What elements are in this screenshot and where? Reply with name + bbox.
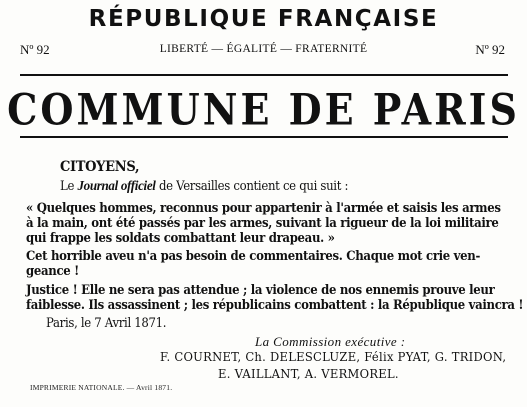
republique-heading: RÉPUBLIQUE FRANÇAISE bbox=[88, 6, 439, 32]
signatories-line-1: F. COURNET, Ch. DELESCLUZE, Félix PYAT, G. TRIDON, bbox=[160, 349, 507, 364]
poster-number-left: Nº 92 bbox=[20, 42, 50, 57]
poster-number-right: Nº 92 bbox=[475, 42, 505, 57]
body-line-1-suffix: de Versailles contient ce qui suit : bbox=[155, 178, 349, 193]
body-line-8: faiblesse. Ils assassinent ; les républicains combattent : la République vaincra ! bbox=[26, 297, 524, 312]
quote-line-2: à la main, ont été passés par les armes, suivant la rigueur de la loi militaire bbox=[26, 215, 499, 230]
commune-title: COMMUNE DE PARIS bbox=[7, 84, 520, 135]
signatories-line-2: E. VAILLANT, A. VERMOREL. bbox=[218, 366, 399, 381]
top-rule bbox=[20, 74, 508, 76]
quote-line-1: « Quelques hommes, reconnus pour appartenir à l'armée et saisis les armes bbox=[26, 200, 501, 215]
body-line-5: Cet horrible aveu n'a pas besoin de commentaires. Chaque mot crie ven- bbox=[26, 248, 481, 263]
dateline: Paris, le 7 Avril 1871. bbox=[46, 315, 167, 330]
body-line-1 bbox=[60, 178, 348, 195]
salutation: CITOYENS, bbox=[60, 159, 140, 175]
bottom-rule bbox=[20, 136, 508, 138]
commission-label: La Commission exécutive : bbox=[255, 334, 406, 349]
printer-credit: IMPRIMERIE NATIONALE. — Avril 1871. bbox=[30, 383, 173, 392]
body-line-6: geance ! bbox=[26, 263, 79, 278]
motto: LIBERTÉ — ÉGALITÉ — FRATERNITÉ bbox=[159, 43, 368, 55]
body-line-1-prefix: Le bbox=[60, 178, 78, 193]
journal-officiel-text: Journal officiel bbox=[77, 179, 156, 194]
quote-line-3: qui frappe les soldats combattant leur drapeau. » bbox=[26, 230, 335, 245]
body-line-7: Justice ! Elle ne sera pas attendue ; la violence de nos ennemis prouve leur bbox=[26, 282, 495, 297]
